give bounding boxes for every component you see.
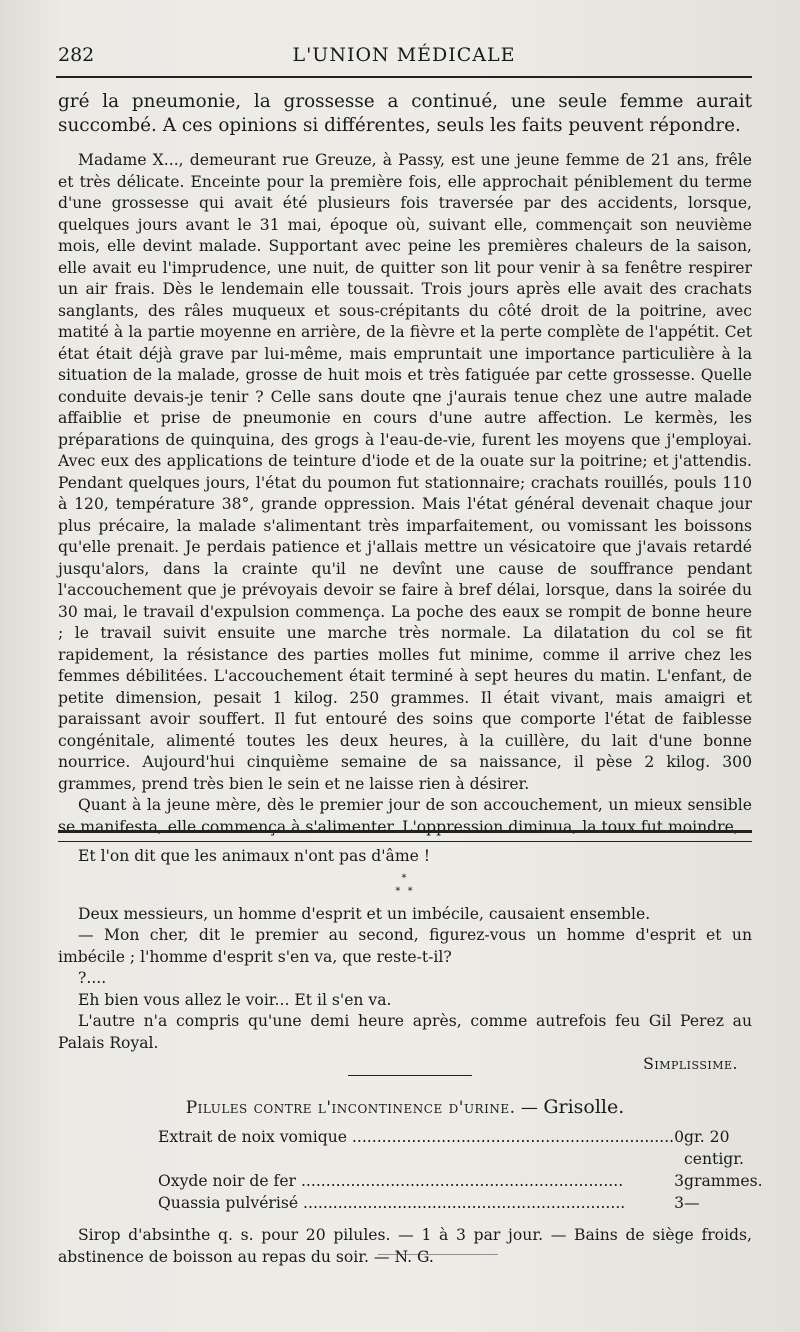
recipe-title-row <box>58 1096 752 1118</box>
asterism-bottom: * * <box>395 885 415 897</box>
ingredient-name: Extrait de noix vomique <box>158 1128 347 1146</box>
ingredient-unit: — <box>684 1194 700 1212</box>
ingredient-row <box>158 1192 763 1214</box>
anecdote-line-6: L'autre n'a compris qu'une demi heure après, comme autrefois feu Gil Perez au Palais Royal. <box>58 1012 752 1052</box>
recipe-section <box>58 1096 763 1284</box>
anecdote-line-4: ?.... <box>78 969 107 987</box>
case-paragraph: Madame X..., demeurant rue Greuze, à Passy, est une jeune femme de 21 ans, frêle et très délicate. Enceinte pour la première fois, elle approchait péniblement du terme d'une grossesse qui avait été plusieurs fois traversée par des accidents, lorsque, quelques jours avant le 31 mai, époque où, suivant elle, commençait son neuvième mois, elle devint malade. Supportant avec peine les premières chaleurs de la saison, elle avait eu l'imprudence, une nuit, de quitter son lit pour venir à sa fenêtre respirer un air frais. Dès le lendemain elle toussait. Trois jours après elle avait des crachats sanglants, des râles muqueux et sous-crépitants du côté droit de la poitrine, avec matité à la partie moyenne en arrière, de la fièvre et la perte complète de l'appétit. Cet état était déjà grave par lui-même, mais empruntait une importance particulière à la situation de la malade, grosse de huit mois et très fatiguée par cette grossesse. Quelle conduite devais-je tenir ? Celle sans doute qne j'aurais tenue chez une autre malade affaiblie et prise de pneumonie en cours d'une autre affection. Le kermès, les préparations de quinquina, des grogs à l'eau-de-vie, furent les moyens que j'employai. Avec eux des applications de teinture d'iode et de la ouate sur la poitrine; et j'attendis. Pendant quelques jours, l'état du poumon fut stationnaire; crachats rouillés, pouls 110 à 120, température 38°, grande oppression. Mais l'état général devenait chaque jour plus précaire, la malade s'alimentant très imparfaitement, ou vomissant les boissons qu'elle prenait. Je perdais patience et j'allais mettre un vésicatoire que j'avais retardé jusqu'alors, dans la crainte qu'il ne devînt une cause de souffrance pendant l'accouchement que je prévoyais devoir se faire à bref délai, lorsque, dans la soirée du 30 mai, le travail d'expulsion commença. La poche des eaux se rompit de bonne heure ; le travail suivit ensuite une marche très normale. La dilatation du col se fit rapidement, la résistance des parties molles fut minime, comme il arrive chez les femmes débilitées. L'accouchement était terminé à sept heures du matin. L'enfant, de petite dimension, pesait 1 kilog. 250 grammes. Il était vivant, mais amaigri et paraissant avoir souffert. Il fut entouré des soins que comporte l'état de faiblesse congénitale, alimenté toutes les deux heures, à la cuillère, du lait d'une bonne nourrice. Aujourd'hui cinquième semaine de sa naissance, il pèse 2 kilog. 300 grammes, prend très bien le sein et ne laisse rien à désirer. <box>58 151 752 793</box>
ingredients-table <box>158 1126 763 1214</box>
anecdote-section <box>58 846 752 1076</box>
ingredient-name-cell <box>158 1192 674 1214</box>
ingredient-name: Oxyde noir de fer <box>158 1172 297 1190</box>
anecdote-line-3: — Mon cher, dit le premier au second, figurez-vous un homme d'esprit et un imbécile ; l'homme d'esprit s'en va, que reste-t-il? <box>58 926 752 966</box>
asterism <box>58 872 752 898</box>
asterism-top: * <box>401 872 409 884</box>
running-title: L'UNION MÉDICALE <box>292 44 516 66</box>
anecdote-line-1: Et l'on dit que les animaux n'ont pas d'âme ! <box>78 847 431 865</box>
ingredient-row <box>158 1170 763 1192</box>
ingredient-name-cell <box>158 1126 674 1170</box>
header-rule <box>56 76 752 78</box>
anecdote-last-line <box>58 1011 752 1054</box>
bottom-rule <box>378 1254 498 1255</box>
section-divider <box>58 830 752 842</box>
ingredient-unit: gr. 20 centigr. <box>684 1128 744 1168</box>
signature-row <box>58 1054 752 1076</box>
main-article <box>58 90 752 838</box>
lead-paragraph: gré la pneumonie, la grossesse a continué, une seule femme aurait succombé. A ces opinions si différentes, seuls les faits peuvent répondre. <box>58 91 752 136</box>
signature: Simplissime. <box>643 1055 738 1073</box>
recipe-title-dash: — <box>520 1098 538 1118</box>
ingredient-qty: 3 <box>674 1172 685 1190</box>
short-divider <box>348 1075 472 1076</box>
recipe-author: Grisolle. <box>543 1096 625 1118</box>
page-header <box>58 44 750 74</box>
ingredient-unit: grammes. <box>684 1172 763 1190</box>
ingredient-qty: 3 <box>674 1194 685 1212</box>
closing-paragraph: Quant à la jeune mère, dès le premier jour de son accouchement, un mieux sensible se manifesta, elle commença à s'alimenter. L'oppression diminua, la toux fut moindre, <box>58 796 752 836</box>
ingredient-qty: 0 <box>674 1128 685 1146</box>
page-number: 282 <box>58 44 95 66</box>
anecdote-line-2: Deux messieurs, un homme d'esprit et un imbécile, causaient ensemble. <box>78 904 651 923</box>
anecdote-line-5: Eh bien vous allez le voir... Et il s'en va. <box>78 990 392 1009</box>
recipe-instructions: Sirop d'absinthe q. s. pour 20 pilules. — 1 à 3 par jour. — Bains de siège froids, abstinence de boisson au repas du soir. — N. G. <box>58 1226 752 1266</box>
recipe-title: Pilules contre l'incontinence d'urine. <box>185 1098 516 1118</box>
ingredient-name: Quassia pulvérisé <box>158 1194 299 1212</box>
ingredient-name-cell <box>158 1170 674 1192</box>
ingredient-row <box>158 1126 763 1170</box>
